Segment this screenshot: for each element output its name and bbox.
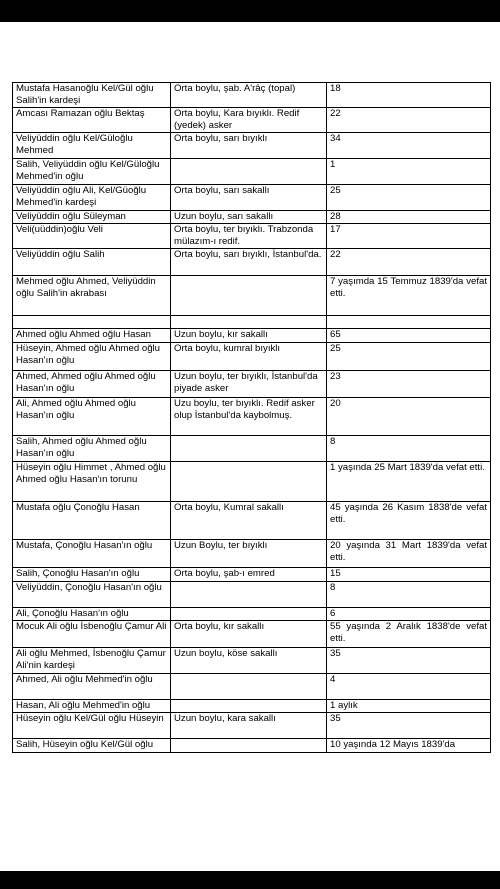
- age-note-cell: 20: [327, 398, 491, 436]
- description-cell: Orta boylu, Kara bıyıklı. Redif (yedek) asker: [171, 108, 327, 133]
- age-note-cell: 17: [327, 224, 491, 249]
- table-row: [13, 276, 491, 316]
- description-cell: [171, 674, 327, 700]
- person-name-cell: Salih, Hüseyin oğlu Kel/Gül oğlu: [13, 739, 171, 753]
- table-row: [13, 568, 491, 582]
- person-name-cell: Hasan, Ali oğlu Mehmed'in oğlu: [13, 700, 171, 713]
- age-note-cell: [327, 316, 491, 329]
- person-name-cell: Salih, Ahmed oğlu Ahmed oğlu Hasan'ın oğlu: [13, 436, 171, 462]
- person-name-cell: Mustafa Hasanoğlu Kel/Gül oğlu Salih'in kardeşi: [13, 83, 171, 108]
- description-cell: [171, 159, 327, 185]
- description-cell: [171, 739, 327, 753]
- description-cell: Uzu boylu, ter bıyıklı. Redif asker olup İstanbul'da kaybolmuş.: [171, 398, 327, 436]
- table-row: [13, 700, 491, 713]
- age-note-cell: 18: [327, 83, 491, 108]
- age-note-cell: 8: [327, 582, 491, 608]
- table-row: [13, 185, 491, 211]
- description-cell: Uzun Boylu, ter bıyıklı: [171, 540, 327, 568]
- table-row: [13, 133, 491, 159]
- age-note-cell: 22: [327, 108, 491, 133]
- table-row: [13, 343, 491, 371]
- age-note-cell: 10 yaşında 12 Mayıs 1839'da: [327, 739, 491, 753]
- description-cell: [171, 316, 327, 329]
- description-cell: Orta boylu, kır sakallı: [171, 621, 327, 648]
- age-note-cell: 35: [327, 648, 491, 674]
- person-name-cell: Veliyüddin, Çonoğlu Hasan'ın oğlu: [13, 582, 171, 608]
- table-row: [13, 674, 491, 700]
- age-note-cell: 34: [327, 133, 491, 159]
- description-cell: Orta boylu, kumral bıyıklı: [171, 343, 327, 371]
- table-row: [13, 398, 491, 436]
- age-note-cell: 55 yaşında 2 Aralık 1838'de vefat etti.: [327, 621, 491, 648]
- table-row: [13, 371, 491, 398]
- person-name-cell: Mustafa oğlu Çonoğlu Hasan: [13, 502, 171, 540]
- table-row: [13, 648, 491, 674]
- age-note-cell: 45 yaşında 26 Kasım 1838'de vefat etti.: [327, 502, 491, 540]
- person-name-cell: Hüseyin oğlu Kel/Gül oğlu Hüseyin: [13, 713, 171, 739]
- age-note-cell: 28: [327, 211, 491, 224]
- table-row: [13, 436, 491, 462]
- age-note-cell: 6: [327, 608, 491, 621]
- person-name-cell: Hüseyin, Ahmed oğlu Ahmed oğlu Hasan'ın oğlu: [13, 343, 171, 371]
- description-cell: [171, 700, 327, 713]
- person-name-cell: Veliyüddin oğlu Kel/Güloğlu Mehmed: [13, 133, 171, 159]
- records-table-body: [13, 83, 491, 753]
- age-note-cell: 7 yaşımda 15 Temmuz 1839'da vefat etti.: [327, 276, 491, 316]
- person-name-cell: Veliyüddin oğlu Salih: [13, 249, 171, 276]
- person-name-cell: Salih, Veliyüddin oğlu Kel/Güloğlu Mehmed'in oğlu: [13, 159, 171, 185]
- age-note-cell: 22: [327, 249, 491, 276]
- age-note-cell: 1: [327, 159, 491, 185]
- person-name-cell: Ahmed, Ahmed oğlu Ahmed oğlu Hasan'ın oğlu: [13, 371, 171, 398]
- age-note-cell: 4: [327, 674, 491, 700]
- description-cell: [171, 462, 327, 502]
- person-name-cell: Veliyüddin oğlu Ali, Kel/Güoğlu Mehmed'in kardeşi: [13, 185, 171, 211]
- table-row: [13, 502, 491, 540]
- table-row: [13, 462, 491, 502]
- person-name-cell: Ahmed oğlu Ahmed oğlu Hasan: [13, 329, 171, 343]
- description-cell: Uzun boylu, sarı sakallı: [171, 211, 327, 224]
- table-row: [13, 540, 491, 568]
- age-note-cell: 25: [327, 185, 491, 211]
- table-row: [13, 108, 491, 133]
- table-row: [13, 249, 491, 276]
- person-name-cell: Ali oğlu Mehmed, İsbenoğlu Çamur Ali'nin kardeşi: [13, 648, 171, 674]
- records-table: [12, 82, 491, 753]
- person-name-cell: Amcası Ramazan oğlu Bektaş: [13, 108, 171, 133]
- person-name-cell: Veliyüddin oğlu Süleyman: [13, 211, 171, 224]
- table-row: [13, 316, 491, 329]
- person-name-cell: Ali, Çonoğlu Hasan'ın oğlu: [13, 608, 171, 621]
- age-note-cell: 8: [327, 436, 491, 462]
- person-name-cell: Hüseyin oğlu Himmet , Ahmed oğlu Ahmed oğlu Hasan'ın torunu: [13, 462, 171, 502]
- description-cell: Uzun boylu, ter bıyıklı, İstanbul'da piyade asker: [171, 371, 327, 398]
- description-cell: Orta boylu, sarı bıyıklı, İstanbul'da.: [171, 249, 327, 276]
- person-name-cell: [13, 316, 171, 329]
- age-note-cell: 23: [327, 371, 491, 398]
- bottom-black-bar: [0, 871, 500, 889]
- table-row: [13, 713, 491, 739]
- age-note-cell: 65: [327, 329, 491, 343]
- person-name-cell: Veli(uüddin)oğlu Veli: [13, 224, 171, 249]
- description-cell: [171, 276, 327, 316]
- table-row: [13, 608, 491, 621]
- table-row: [13, 83, 491, 108]
- person-name-cell: Salih, Çonoğlu Hasan'ın oğlu: [13, 568, 171, 582]
- person-name-cell: Mustafa, Çonoğlu Hasan'ın oğlu: [13, 540, 171, 568]
- table-row: [13, 211, 491, 224]
- table-row: [13, 159, 491, 185]
- person-name-cell: Ali, Ahmed oğlu Ahmed oğlu Hasan'ın oğlu: [13, 398, 171, 436]
- description-cell: Orta boylu, ter bıyıklı. Trabzonda mülazım-ı redif.: [171, 224, 327, 249]
- age-note-cell: 15: [327, 568, 491, 582]
- description-cell: Uzun boylu, kır sakallı: [171, 329, 327, 343]
- top-black-bar: [0, 0, 500, 22]
- age-note-cell: 1 yaşında 25 Mart 1839'da vefat etti.: [327, 462, 491, 502]
- age-note-cell: 25: [327, 343, 491, 371]
- age-note-cell: 20 yaşında 31 Mart 1839'da vefat etti.: [327, 540, 491, 568]
- person-name-cell: Ahmed, Ali oğlu Mehmed'in oğlu: [13, 674, 171, 700]
- table-row: [13, 621, 491, 648]
- person-name-cell: Mocuk Ali oğlu İsbenoğlu Çamur Ali: [13, 621, 171, 648]
- description-cell: Uzun boylu, köse sakallı: [171, 648, 327, 674]
- description-cell: [171, 582, 327, 608]
- table-row: [13, 739, 491, 753]
- table-row: [13, 329, 491, 343]
- description-cell: Orta boylu, şab-ı emred: [171, 568, 327, 582]
- description-cell: [171, 608, 327, 621]
- table-row: [13, 224, 491, 249]
- age-note-cell: 35: [327, 713, 491, 739]
- description-cell: Uzun boylu, kara sakallı: [171, 713, 327, 739]
- age-note-cell: 1 aylık: [327, 700, 491, 713]
- description-cell: Orta boylu, şab. A'râç (topal): [171, 83, 327, 108]
- description-cell: [171, 436, 327, 462]
- description-cell: Orta boylu, sarı sakallı: [171, 185, 327, 211]
- description-cell: Orta boylu, sarı bıyıklı: [171, 133, 327, 159]
- document-page: [0, 22, 500, 871]
- person-name-cell: Mehmed oğlu Ahmed, Veliyüddin oğlu Salih'in akrabası: [13, 276, 171, 316]
- description-cell: Orta boylu, Kumral sakallı: [171, 502, 327, 540]
- table-row: [13, 582, 491, 608]
